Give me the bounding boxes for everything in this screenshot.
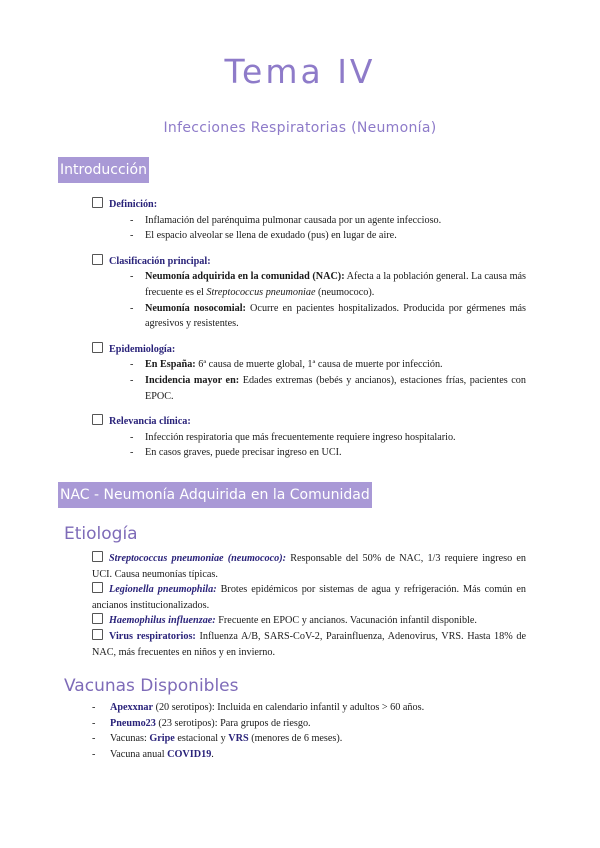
section-heading-introduccion: Introducción — [58, 157, 149, 183]
intro-item-definicion: Definición: - Inflamación del parénquima pulmonar causada por un agente infeccioso. - El espacio alveolar se llena de exudado (pus) en lugar de aire. — [92, 197, 526, 244]
checkbox-icon[interactable] — [92, 551, 103, 562]
list-item: Streptococcus pneumoniae (neumococo): Responsable del 50% de NAC, 1/3 requiere ingreso en UCI. Causa neumonías típicas. — [92, 553, 526, 580]
list-item: - En España: 6ª causa de muerte global, 1ª causa de muerte por infección. — [92, 357, 526, 373]
checkbox-icon[interactable] — [92, 342, 103, 353]
checkbox-icon[interactable] — [92, 582, 103, 593]
list-item: - Infección respiratoria que más frecuentemente requiere ingreso hospitalario. — [92, 430, 526, 446]
list-item: - Neumonía nosocomial: Ocurre en pacientes hospitalizados. Producida por gérmenes más agresivos y resistentes. — [92, 301, 526, 332]
document-subtitle: Infecciones Respiratorias (Neumonía) — [163, 120, 437, 136]
list-item: - Vacuna anual COVID19. — [92, 747, 526, 763]
list-item: - Incidencia mayor en: Edades extremas (bebés y ancianos), estaciones frías, pacientes con EPOC. — [92, 373, 526, 404]
document-title: Tema IV — [224, 52, 376, 91]
subheading-etiologia: Etiología — [64, 524, 138, 544]
list-item: Haemophilus influenzae: Frecuente en EPOC y ancianos. Vacunación infantil disponible. — [92, 613, 526, 629]
list-item: - Inflamación del parénquima pulmonar causada por un agente infeccioso. — [92, 213, 526, 229]
intro-section — [92, 197, 526, 461]
section-heading-nac: NAC - Neumonía Adquirida en la Comunidad — [58, 482, 372, 508]
list-item: - Neumonía adquirida en la comunidad (NAC): Afecta a la población general. La causa más frecuente es el Streptococcus pneumoniae (neumococo). — [92, 269, 526, 300]
list-item: Virus respiratorios: Influenza A/B, SARS-CoV-2, Parainfluenza, Adenovirus, VRS. Hasta 18% de NAC, más frecuentes en niños y en invierno. — [92, 630, 526, 658]
intro-item-clasificacion: Clasificación principal: - Neumonía adquirida en la comunidad (NAC): Afecta a la población general. La causa más frecuente es el Streptococcus pneumoniae (neumococo). - Neumonía nosocomial: Ocurre en pacientes hospitalizados. Producida por gérmenes más agresivos y resistentes. — [92, 254, 526, 332]
checkbox-icon[interactable] — [92, 414, 103, 425]
list-item: - El espacio alveolar se llena de exudado (pus) en lugar de aire. — [92, 228, 526, 244]
list-item: - Apexxnar (20 serotipos): Incluida en calendario infantil y adultos > 60 años. — [92, 700, 526, 716]
intro-item-epidemiologia: Epidemiología: - En España: 6ª causa de muerte global, 1ª causa de muerte por infección. - Incidencia mayor en: Edades extremas (bebés y ancianos), estaciones frías, pacientes con EPOC. — [92, 342, 526, 404]
checkbox-icon[interactable] — [92, 613, 103, 624]
checkbox-icon[interactable] — [92, 254, 103, 265]
list-item: - En casos graves, puede precisar ingreso en UCI. — [92, 445, 526, 461]
subheading-vacunas: Vacunas Disponibles — [64, 676, 239, 696]
checkbox-icon[interactable] — [92, 629, 103, 640]
list-item: - Vacunas: Gripe estacional y VRS (menores de 6 meses). — [92, 731, 526, 747]
vacunas-list — [92, 700, 526, 762]
list-item: - Pneumo23 (23 serotipos): Para grupos de riesgo. — [92, 716, 526, 732]
etiologia-list — [92, 551, 526, 660]
list-item: Legionella pneumophila: Brotes epidémicos por sistemas de agua y refrigeración. Más común en ancianos institucionalizados. — [92, 584, 526, 611]
intro-item-relevancia: Relevancia clínica: - Infección respiratoria que más frecuentemente requiere ingreso hospitalario. - En casos graves, puede precisar ingreso en UCI. — [92, 414, 526, 461]
checkbox-icon[interactable] — [92, 197, 103, 208]
